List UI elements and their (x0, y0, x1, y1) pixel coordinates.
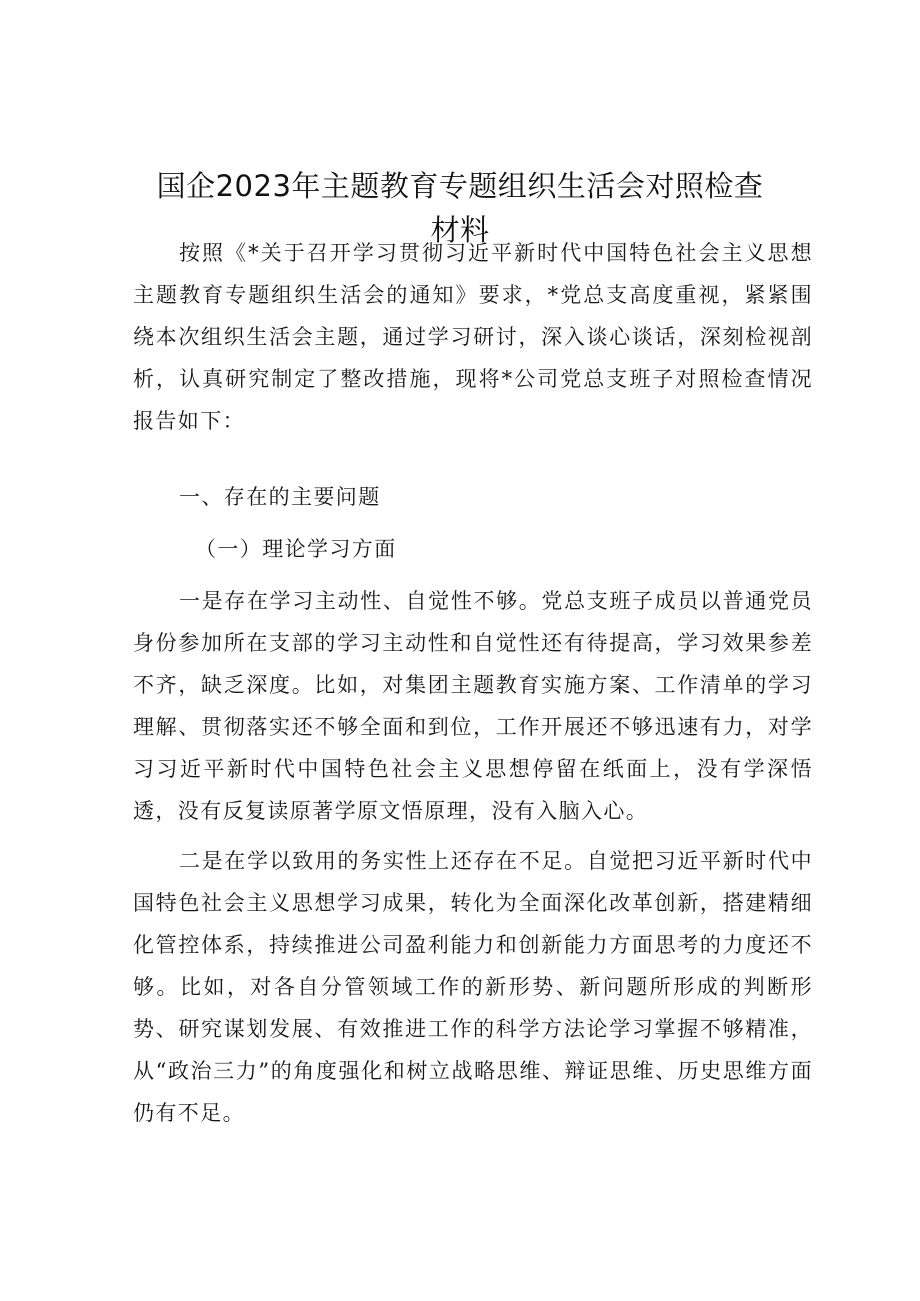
subsection-heading (133, 528, 813, 570)
intro-text: 按照《*关于召开学习贯彻习近平新时代中国特色社会主义思想主题教育专题组织生活会的通知》要求，*党总支高度重视，紧紧围绕本次组织生活会主题，通过学习研讨，深入谈心谈话，深刻检视剖析，认真研究制定了整改措施，现将*公司党总支班子对照检查情况报告如下： (133, 241, 813, 433)
paragraph-one-text: 一是存在学习主动性、自觉性不够。党总支班子成员以普通党员身份参加所在支部的学习主动性和自觉性还有待提高，学习效果参差不齐，缺乏深度。比如，对集团主题教育实施方案、工作清单的学习理解、贯彻落实还不够全面和到位，工作开展还不够迅速有力，对学习习近平新时代中国特色社会主义思想停留在纸面上，没有学深悟透，没有反复读原著学原文悟原理，没有入脑入心。 (133, 589, 813, 823)
subsection-heading-text: （一）理论学习方面 (195, 537, 397, 561)
paragraph-one (133, 580, 813, 832)
title-line-1: 国企2023年主题教育专题组织生活会对照检查 (156, 169, 764, 203)
paragraph-two-text: 二是在学以致用的务实性上还存在不足。自觉把习近平新时代中国特色社会主义思想学习成果，转化为全面深化改革创新，搭建精细化管控体系，持续推进公司盈利能力和创新能力方面思考的力度还不够。比如，对各自分管领域工作的新形势、新问题所形成的判断形势、研究谋划发展、有效推进工作的科学方法论学习掌握不够精准，从“政治三力”的角度强化和树立战略思维、辩证思维、历史思维方面仍有不足。 (133, 849, 813, 1125)
title-line-2: 材料 (430, 213, 490, 247)
section-heading-text: 一、存在的主要问题 (179, 485, 381, 509)
paragraph-two (133, 840, 813, 1134)
section-heading (133, 476, 813, 518)
intro-paragraph (133, 232, 813, 442)
